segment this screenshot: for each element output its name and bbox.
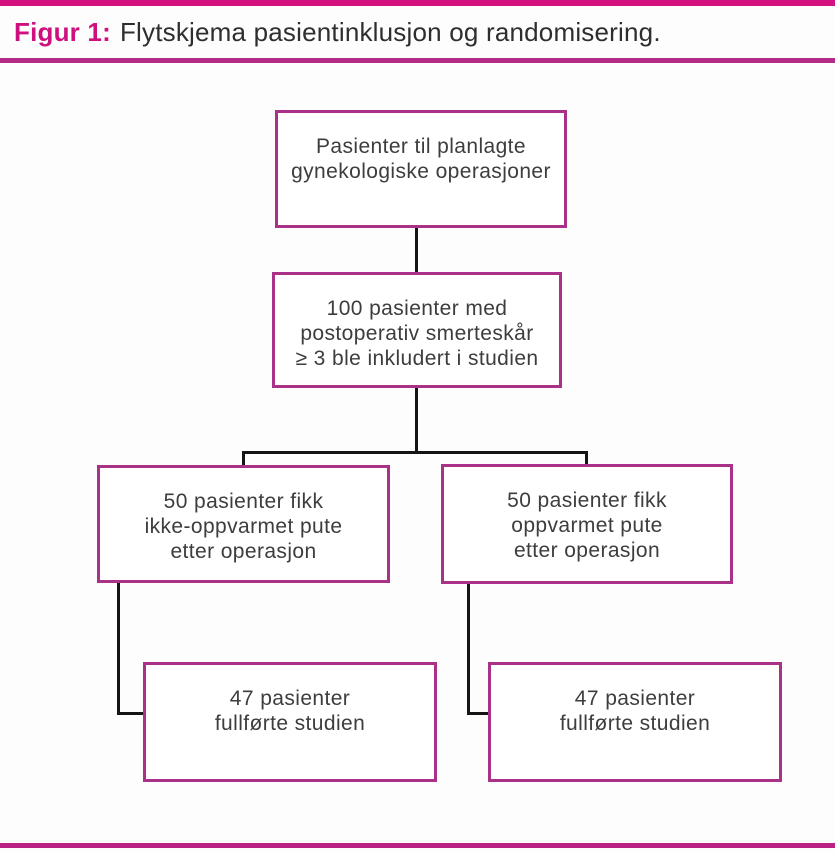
flow-box-control-completed bbox=[143, 662, 437, 782]
figure-label: Figur 1: bbox=[14, 17, 111, 47]
flow-box-text-line: 50 pasienter fikk bbox=[163, 490, 324, 513]
flow-box-intervention-group bbox=[441, 464, 733, 584]
connector-included-to-branch bbox=[415, 388, 418, 454]
flow-box-control-group bbox=[97, 465, 390, 583]
flow-box-text-line: 47 pasienter bbox=[229, 687, 351, 710]
flow-box-text-line: postoperativ smerteskår bbox=[300, 322, 534, 345]
connector-branch-bar bbox=[242, 451, 588, 454]
flow-box-text-line: ≥ 3 ble inkludert i studien bbox=[295, 347, 539, 370]
flow-box-text-line: 100 pasienter med bbox=[326, 297, 508, 320]
bottom-rule bbox=[0, 843, 835, 848]
flow-box-included-patients bbox=[272, 272, 562, 388]
flow-box-text-line: 50 pasienter fikk bbox=[507, 489, 667, 512]
flow-box-text-line: fullførte studien bbox=[559, 712, 711, 735]
flow-box-intervention-completed bbox=[488, 662, 782, 782]
title-rule bbox=[0, 58, 835, 63]
figure-title: Flytskjema pasientinklusjon og randomisering. bbox=[119, 17, 661, 47]
connector-branch-to-intervention bbox=[585, 451, 588, 465]
connector-control-elbow-vertical bbox=[117, 583, 120, 715]
flow-box-text-line: etter operasjon bbox=[170, 540, 317, 563]
flow-box-text-line: Pasienter til planlagte bbox=[316, 135, 526, 158]
flow-box-text-line: 47 pasienter bbox=[574, 687, 696, 710]
top-rule bbox=[0, 0, 835, 6]
connector-control-elbow-horizontal bbox=[117, 712, 144, 715]
flow-box-eligible-patients bbox=[275, 110, 567, 228]
connector-intervention-elbow-vertical bbox=[467, 584, 470, 715]
flow-box-text-line: oppvarmet pute bbox=[511, 514, 663, 537]
connector-intervention-elbow-horizontal bbox=[467, 712, 489, 715]
connector-eligible-to-included bbox=[415, 228, 418, 272]
connector-branch-to-control bbox=[242, 451, 245, 465]
flow-box-text-line: etter operasjon bbox=[513, 539, 661, 562]
figure-caption bbox=[14, 17, 661, 47]
flow-box-text-line: fullførte studien bbox=[214, 712, 366, 735]
flow-box-text-line: ikke-oppvarmet pute bbox=[144, 515, 343, 538]
flow-box-text-line: gynekologiske operasjoner bbox=[291, 160, 551, 183]
